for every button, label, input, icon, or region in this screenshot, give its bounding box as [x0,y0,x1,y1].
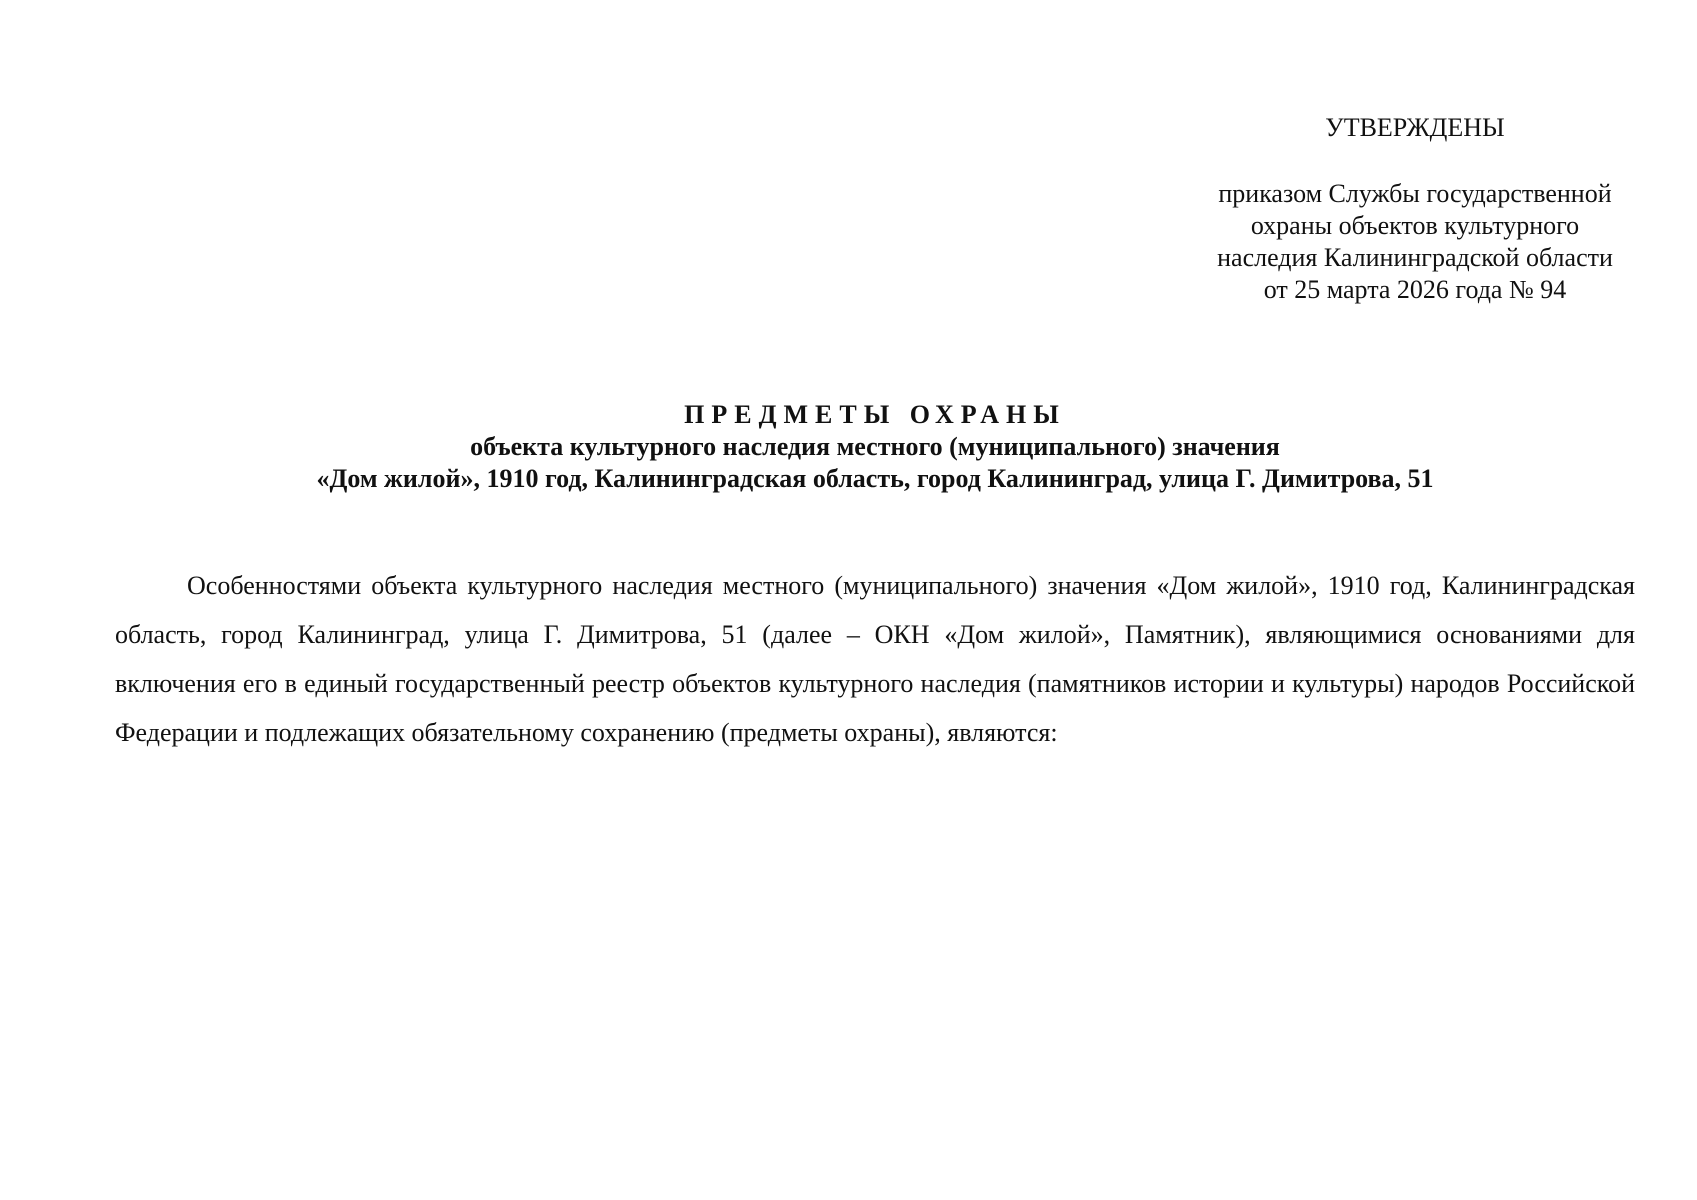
approval-heading: УТВЕРЖДЕНЫ [1325,113,1505,142]
approval-order-date: от 25 марта 2026 года № 94 [1263,275,1567,304]
document-title: ПРЕДМЕТЫ ОХРАНЫ [684,400,1066,429]
approval-block [1185,112,1645,306]
approval-line-1: приказом Службы государственной [1218,179,1612,208]
document-subtitle: объекта культурного наследия местного (муниципального) значения [470,432,1280,461]
document-title-block [115,399,1635,495]
approval-line-2: охраны объектов культурного [1250,211,1580,240]
approval-line-3: наследия Калининградской области [1217,243,1613,272]
object-name: «Дом жилой», 1910 год, Калининградская область, город Калининград, улица Г. Димитрова, 51 [316,464,1434,493]
body-paragraph: Особенностями объекта культурного наследия местного (муниципального) значения «Дом жилой», 1910 год, Калининградская область, город Калининград, улица Г. Димитрова, 51 (далее – ОКН «Дом жилой», Памятник), являющимися основаниями для включения его в единый государственный реестр объектов культурного наследия (памятников истории и культуры) народов Российской Федерации и подлежащих обязательному сохранению (предметы охраны), являются: [115,571,1635,747]
